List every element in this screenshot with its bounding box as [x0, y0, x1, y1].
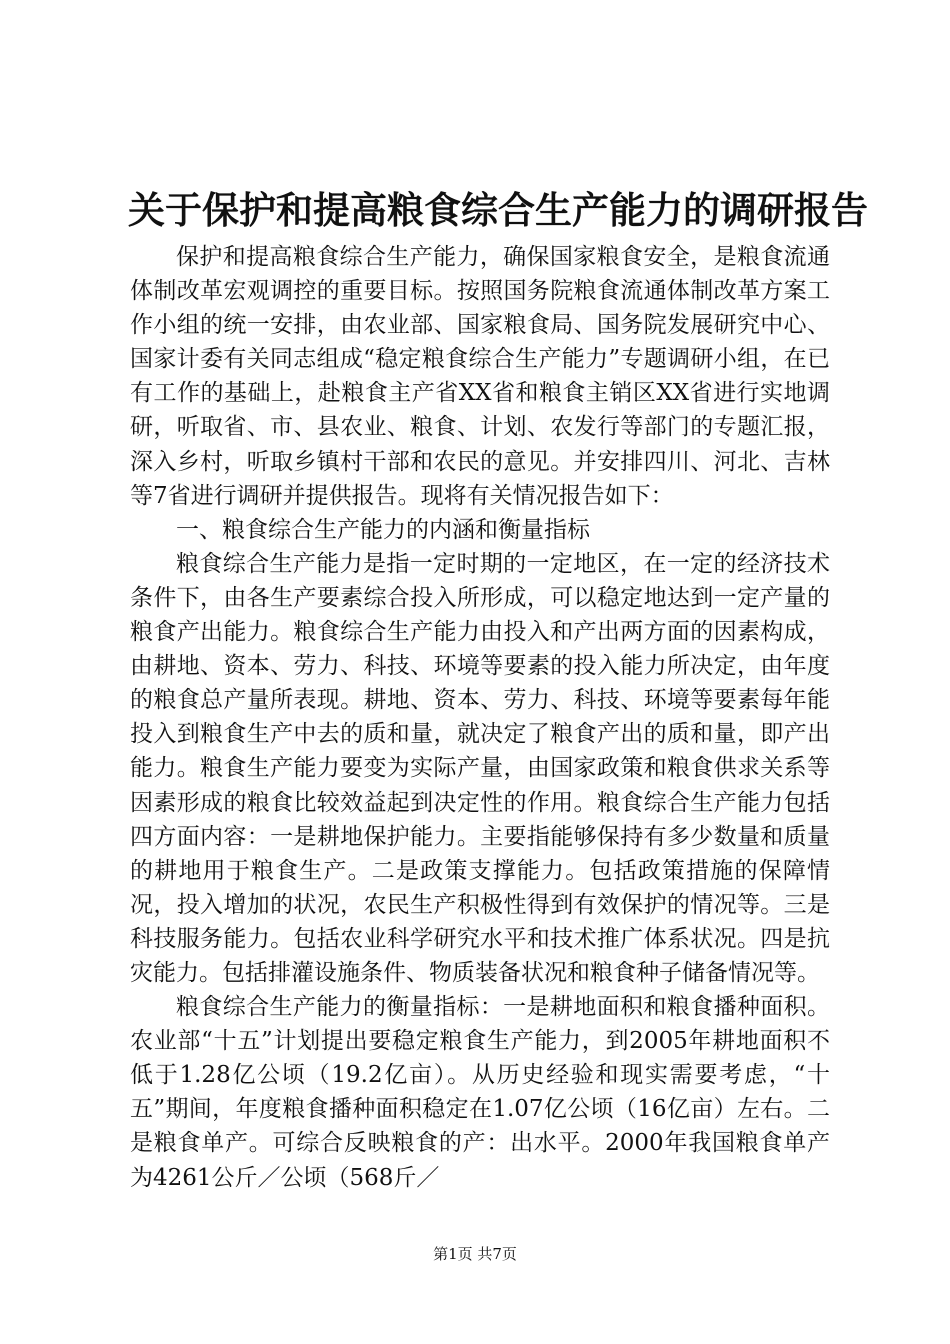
- document-title: 关于保护和提高粮食综合生产能力的调研报告: [128, 188, 868, 232]
- section-heading: 一、粮食综合生产能力的内涵和衡量指标: [176, 516, 590, 543]
- paragraph-indicators: 粮食综合生产能力的衡量指标：一是耕地面积和粮食播种面积。农业部“十五”计划提出要稳定粮食生产能力，到2005年耕地面积不低于1.28亿公顷（19.2亿亩）。从历史经验和现实需要考虑，“十五”期间，年度粮食播种面积稳定在1.07亿公顷（16亿亩）左右。二是粮食单产。可综合反映粮食的产：出水平。2000年我国粮食单产为4261公斤／公顷（568斤／: [130, 994, 830, 1191]
- paragraph-definition: 粮食综合生产能力是指一定时期的一定地区，在一定的经济技术条件下，由各生产要素综合投入所形成，可以稳定地达到一定产量的粮食产出能力。粮食综合生产能力由投入和产出两方面的因素构成，由耕地、资本、劳力、科技、环境等要素的投入能力所决定，由年度的粮食总产量所表现。耕地、资本、劳力、科技、环境等要素每年能投入到粮食生产中去的质和量，就决定了粮食产出的质和量，即产出能力。粮食生产能力要变为实际产量，由国家政策和粮食供求关系等因素形成的粮食比较效益起到决定性的作用。粮食综合生产能力包括四方面内容：一是耕地保护能力。主要指能够保持有多少数量和质量的耕地用于粮食生产。二是政策支撑能力。包括政策措施的保障情况，投入增加的状况，农民生产积极性得到有效保护的情况等。三是科技服务能力。包括农业科学研究水平和技术推广体系状况。四是抗灾能力。包括排灌设施条件、物质装备状况和粮食种子储备情况等。: [130, 550, 830, 986]
- paragraph-intro: 保护和提高粮食综合生产能力，确保国家粮食安全，是粮食流通体制改革宏观调控的重要目标。按照国务院粮食流通体制改革方案工作小组的统一安排，由农业部、国家粮食局、国务院发展研究中心、国家计委有关同志组成“稳定粮食综合生产能力”专题调研小组，在已有工作的基础上，赴粮食主产省XX省和粮食主销区XX省进行实地调研，听取省、市、县农业、粮食、计划、农发行等部门的专题汇报，深入乡村，听取乡镇村干部和农民的意见。并安排四川、河北、吉林等7省进行调研并提供报告。现将有关情况报告如下：: [130, 244, 830, 509]
- document-body: [130, 240, 830, 1195]
- page-footer: 第1页 共7页: [433, 1245, 517, 1263]
